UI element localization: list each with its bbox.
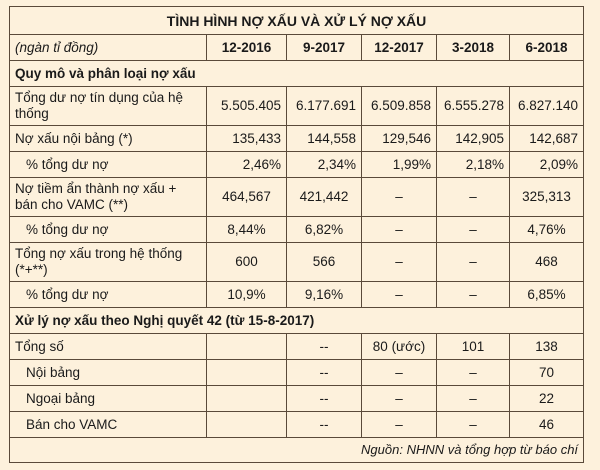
cell-value: 2,09% bbox=[510, 152, 584, 178]
section-row-resolution bbox=[10, 308, 584, 334]
cell-value: 2,46% bbox=[207, 152, 287, 178]
row-label: Tổng dư nợ tín dụng của hệ thống bbox=[10, 87, 207, 126]
cell-value: 46 bbox=[510, 412, 584, 438]
column-header: 9-2017 bbox=[287, 35, 362, 61]
row-label: Tổng số bbox=[10, 334, 207, 360]
cell-value: 101 bbox=[437, 334, 510, 360]
table-row bbox=[10, 334, 584, 360]
cell-value: 600 bbox=[207, 243, 287, 282]
table-row bbox=[10, 360, 584, 386]
column-header: 12-2017 bbox=[362, 35, 437, 61]
unit-label: (ngàn tỉ đồng) bbox=[10, 35, 207, 61]
cell-value: 22 bbox=[510, 386, 584, 412]
cell-value: – bbox=[362, 243, 437, 282]
row-label: Tổng nợ xấu trong hệ thống (*+**) bbox=[10, 243, 207, 282]
cell-value: 4,76% bbox=[510, 217, 584, 243]
cell-value: – bbox=[437, 243, 510, 282]
header-row bbox=[10, 35, 584, 61]
cell-value: 1,99% bbox=[362, 152, 437, 178]
cell-value: -- bbox=[287, 412, 362, 438]
row-label: % tổng dư nợ bbox=[10, 217, 207, 243]
cell-value: 5.505.405 bbox=[207, 87, 287, 126]
row-label: % tổng dư nợ bbox=[10, 282, 207, 308]
table-row bbox=[10, 178, 584, 217]
row-label: Bán cho VAMC bbox=[10, 412, 207, 438]
cell-value bbox=[207, 334, 287, 360]
cell-value: 10,9% bbox=[207, 282, 287, 308]
table-row bbox=[10, 412, 584, 438]
cell-value: -- bbox=[287, 334, 362, 360]
cell-value bbox=[207, 412, 287, 438]
cell-value: 8,44% bbox=[207, 217, 287, 243]
row-label: Ngoại bảng bbox=[10, 386, 207, 412]
cell-value: 138 bbox=[510, 334, 584, 360]
cell-value: – bbox=[362, 282, 437, 308]
cell-value: – bbox=[362, 178, 437, 217]
cell-value: 421,442 bbox=[287, 178, 362, 217]
cell-value: -- bbox=[287, 386, 362, 412]
cell-value: -- bbox=[287, 360, 362, 386]
cell-value: 2,18% bbox=[437, 152, 510, 178]
source-note: Nguồn: NHNN và tổng hợp từ báo chí bbox=[10, 438, 584, 463]
cell-value: – bbox=[362, 386, 437, 412]
row-label: % tổng dư nợ bbox=[10, 152, 207, 178]
nonperforming-loan-table bbox=[9, 6, 584, 463]
section-title: Quy mô và phân loại nợ xấu bbox=[10, 61, 584, 87]
table-row bbox=[10, 126, 584, 152]
row-label: Nợ xấu nội bảng (*) bbox=[10, 126, 207, 152]
cell-value: – bbox=[437, 282, 510, 308]
table-row bbox=[10, 243, 584, 282]
cell-value: 80 (ước) bbox=[362, 334, 437, 360]
cell-value: 6.509.858 bbox=[362, 87, 437, 126]
cell-value: – bbox=[437, 178, 510, 217]
cell-value: 6.827.140 bbox=[510, 87, 584, 126]
nonperforming-loan-table-container bbox=[9, 6, 583, 463]
cell-value: 142,905 bbox=[437, 126, 510, 152]
cell-value bbox=[207, 360, 287, 386]
row-label: Nợ tiềm ẩn thành nợ xấu + bán cho VAMC (**) bbox=[10, 178, 207, 217]
cell-value: 468 bbox=[510, 243, 584, 282]
cell-value: 6.555.278 bbox=[437, 87, 510, 126]
table-row bbox=[10, 386, 584, 412]
source-row bbox=[10, 438, 584, 463]
cell-value: – bbox=[362, 217, 437, 243]
cell-value: 566 bbox=[287, 243, 362, 282]
column-header: 6-2018 bbox=[510, 35, 584, 61]
cell-value: 464,567 bbox=[207, 178, 287, 217]
cell-value: 6,82% bbox=[287, 217, 362, 243]
table-row bbox=[10, 282, 584, 308]
title-row bbox=[10, 7, 584, 35]
cell-value: 70 bbox=[510, 360, 584, 386]
cell-value bbox=[207, 386, 287, 412]
column-header: 3-2018 bbox=[437, 35, 510, 61]
cell-value: 6.177.691 bbox=[287, 87, 362, 126]
cell-value: 2,34% bbox=[287, 152, 362, 178]
cell-value: – bbox=[437, 412, 510, 438]
column-header: 12-2016 bbox=[207, 35, 287, 61]
cell-value: 6,85% bbox=[510, 282, 584, 308]
section-title: Xử lý nợ xấu theo Nghị quyết 42 (từ 15-8-2017) bbox=[10, 308, 584, 334]
table-row bbox=[10, 87, 584, 126]
cell-value: – bbox=[362, 412, 437, 438]
table-row bbox=[10, 217, 584, 243]
cell-value: – bbox=[437, 217, 510, 243]
cell-value: – bbox=[437, 386, 510, 412]
row-label: Nội bảng bbox=[10, 360, 207, 386]
cell-value: 129,546 bbox=[362, 126, 437, 152]
cell-value: 9,16% bbox=[287, 282, 362, 308]
cell-value: – bbox=[437, 360, 510, 386]
cell-value: 325,313 bbox=[510, 178, 584, 217]
cell-value: 144,558 bbox=[287, 126, 362, 152]
table-row bbox=[10, 152, 584, 178]
cell-value: 135,433 bbox=[207, 126, 287, 152]
cell-value: 142,687 bbox=[510, 126, 584, 152]
table-title: TÌNH HÌNH NỢ XẤU VÀ XỬ LÝ NỢ XẤU bbox=[10, 7, 584, 35]
cell-value: – bbox=[362, 360, 437, 386]
section-row-scale bbox=[10, 61, 584, 87]
